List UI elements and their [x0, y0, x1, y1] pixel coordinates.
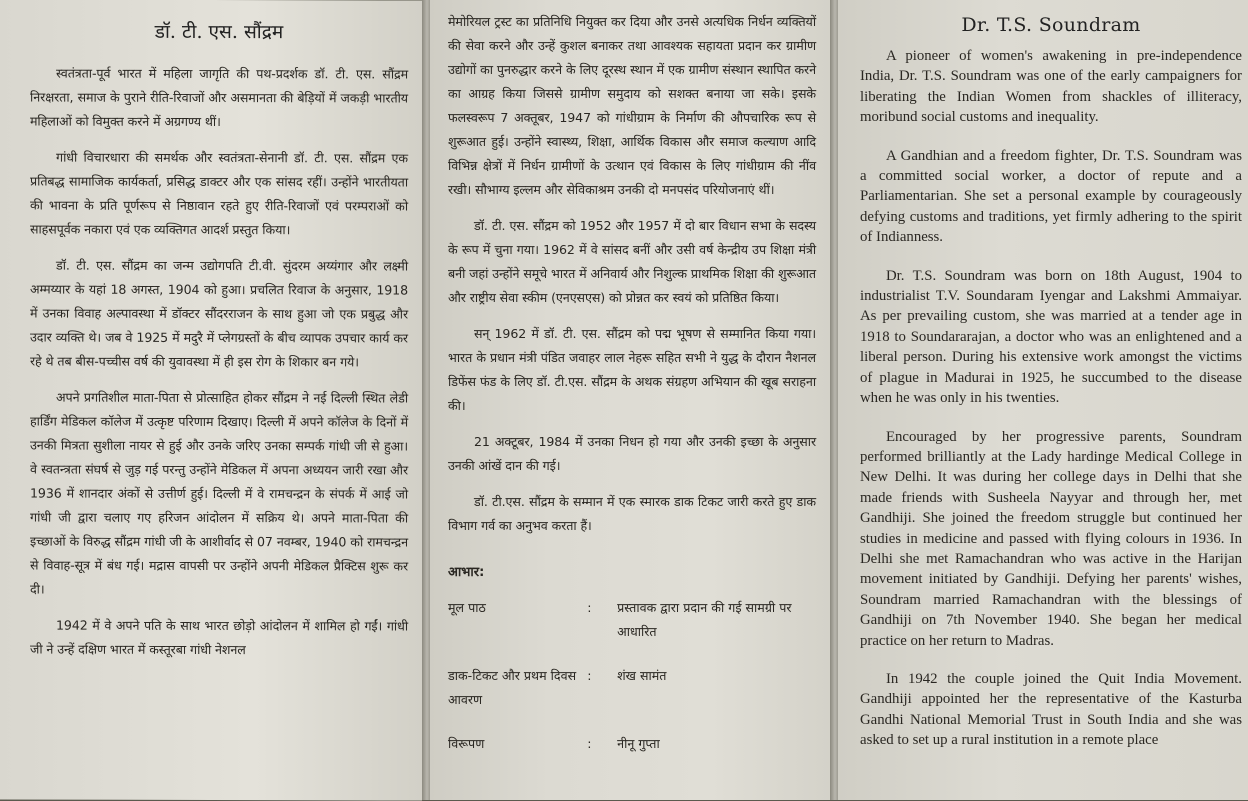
paragraph: गांधी विचारधारा की समर्थक और स्वतंत्रता-सेनानी डॉ. टी. एस. सौंद्रम एक प्रतिबद्ध सामाजिक कार्यकर्ता, प्रसिद्ध डाक्टर और एक सांसद रहीं। उन्होंने भारतीयता की भावना के प्रति पूर्णरूप से निष्ठावान रहते हुए रीति-रिवाजों एवं परम्पराओं को साहसपूर्वक नकारा एवं एक व्यक्तिगत आदर्श प्रस्तुत किया।	[30, 149, 408, 238]
page-title-english: Dr. T.S. Soundram	[961, 14, 1141, 36]
paragraph: डॉ. टी. एस. सौंद्रम को 1952 और 1957 में दो बार विधान सभा के सदस्य के रूप में चुना गया। 1962 में वे सांसद बनीं और उसी वर्ष केन्द्रीय उप शिक्षा मंत्री बनी जहां उन्होंने समूचे भारत में अनिवार्य और निशुल्क प्राथमिक शिक्षा की शुरूआत और राष्ट्रीय सेवा स्कीम (एनएसएस) को प्रोन्नत कर स्वयं को प्रतिष्ठित किया।	[448, 218, 816, 305]
credit-label: डाक-टिकट और प्रथम दिवस आवरण	[448, 668, 577, 707]
paragraph: स्वतंत्रता-पूर्व भारत में महिला जागृति की पथ-प्रदर्शक डॉ. टी. एस. सौंद्रम निरक्षरता, समाज के पुराने रीति-रिवाजों और असमानता की बेड़ियों में जकड़ी भारतीय महिलाओं को विमुक्त करने में अग्रगण्य थीं।	[30, 65, 408, 130]
paragraph: 21 अक्टूबर, 1984 में उनका निधन हो गया और उनकी इच्छा के अनुसार उनकी आंखें दान की गई।	[448, 434, 816, 473]
paragraph: A pioneer of women's awakening in pre-independence India, Dr. T.S. Soundram was one of the early campaigners for liberating the Indian Women from shackles of illiteracy, moribund social customs and inequality.	[860, 48, 1242, 126]
credit-row	[448, 664, 816, 732]
credits-heading: आभार:	[448, 565, 485, 580]
credit-row	[448, 732, 816, 776]
left-page-hindi	[0, 0, 422, 801]
paragraph: डॉ. टी. एस. सौंद्रम का जन्म उद्योगपति टी.वी. सुंदरम अय्यंगार और लक्ष्मी अम्मय्यार के यहां 18 अगस्त, 1904 को हुआ। प्रचलित रिवाज के अनुसार, 1918 में उनका विवाह अल्पावस्था में डॉक्टर सौंदरराजन के साथ हुआ जो एक प्रबुद्ध और उदार व्यक्ति थे। जब वे 1925 में मदुरै में प्लेगग्रस्तों के बीच व्यापक उपचार कार्य कर रहे थे तब बीस-पच्चीस वर्ष की युवावस्था में ही इस रोग के शिकार बन गये।	[30, 257, 408, 370]
credit-value: नीनू गुप्ता	[617, 736, 660, 751]
credit-label: विरूपण	[448, 736, 485, 751]
paragraph: A Gandhian and a freedom fighter, Dr. T.S. Soundram was a committed social worker, a doctor of repute and a Parliamentarian. She set a personal example by courageously defying customs and traditions, yet firmly adhering to the spirit of Indianness.	[860, 147, 1242, 246]
paragraph: सन् 1962 में डॉ. टी. एस. सौंद्रम को पद्म भूषण से सम्मानित किया गया। भारत के प्रधान मंत्री पंडित जवाहर लाल नेहरू सहित सभी ने युद्ध के दौरान नैशनल डिफेंस फंड के लिए डॉ. टी.एस. सौंद्रम के अथक संग्रहण अभियान की खूब सराहना की।	[448, 326, 816, 413]
paragraph: Dr. T.S. Soundram was born on 18th August, 1904 to industrialist T.V. Soundaram Iyengar and Lakshmi Ammaiyar. As per prevailing custom, she was married at a tender age in 1918 to Soundararajan, a doctor who was an enlightened and a liberal person. During his extensive work amongst the victims of plague in Madurai in 1925, he succumbed to the disease when he was only in his twenties.	[860, 267, 1242, 407]
paragraph: In 1942 the couple joined the Quit India Movement. Gandhiji appointed her the representative of the Kasturba Gandhi National Memorial Trust in South India and she was asked to set up a rural institution in a remote place	[860, 670, 1242, 749]
credit-label: मूल पाठ	[448, 600, 486, 615]
paragraph: अपने प्रगतिशील माता-पिता से प्रोत्साहित होकर सौंद्रम ने नई दिल्ली स्थित लेडी हार्डिंग मेडिकल कॉलेज में उत्कृष्ट परिणाम दिखाए। दिल्ली में अपने कॉलेज के दिनों में उनकी मित्रता सुशीला नायर से हुई और उनके जरिए उनका सम्पर्क गांधी जी से हुआ। वे स्वतन्त्रता संघर्ष से जुड़ गई परन्तु उन्होंने मेडिकल में अपना अध्ययन जारी रखा और 1936 में शानदार अंकों से उत्तीर्ण हुई। दिल्ली में वे रामचन्द्रन के संपर्क में आई जो गांधी जी द्वारा चलाए गए हरिजन आंदोलन में सक्रिय थे। अपने माता-पिता की इच्छाओं के विरुद्ध सौंद्रम गांधी जी के आशीर्वाद से 07 नवम्बर, 1940 को रामचन्द्रन से विवाह-सूत्र में बंध गई। मद्रास वापसी पर उन्होंने अपनी मेडिकल प्रैक्टिस शुरू कर दी।	[30, 389, 409, 597]
credit-separator: :	[587, 668, 592, 683]
credit-row	[448, 596, 816, 664]
page-title-hindi: डॉ. टी. एस. सौंद्रम	[154, 20, 284, 44]
paragraph: 1942 में वे अपने पति के साथ भारत छोड़ो आंदोलन में शामिल हो गईं। गांधी जी ने उन्हें दक्षिण भारत में कस्तूरबा गांधी नेशनल	[30, 617, 408, 658]
credits-table	[448, 596, 816, 776]
credit-value: प्रस्तावक द्वारा प्रदान की गई सामग्री पर आधारित	[617, 600, 792, 639]
credit-value: शंख सामंत	[617, 668, 667, 683]
credit-separator: :	[587, 736, 592, 751]
paragraph: डॉ. टी.एस. सौंद्रम के सम्मान में एक स्मारक डाक टिकट जारी करते हुए डाक विभाग गर्व का अनुभव करता हैं।	[448, 494, 816, 533]
paragraph: Encouraged by her progressive parents, Soundram performed brilliantly at the Lady hardinge Medical College in New Delhi. It was during her college days in Delhi that she made friends with Susheela Nayyar and through her, met Gandhiji. She joined the freedom struggle but continued her studies in medicine and passed with flying colours in 1936. In Delhi she met Ramachandran who was active in the Harijan movement initiated by Gandhiji. Defying her parents' wishes, Soundram married Ramachandran with the blessings of Gandhiji on 7th November 1940. She began her medical practice on her return to Madras.	[860, 428, 1242, 649]
credit-separator: :	[587, 600, 592, 615]
middle-page-hindi	[430, 0, 830, 800]
paragraph: मेमोरियल ट्रस्ट का प्रतिनिधि नियुक्त कर दिया और उनसे अत्यधिक निर्धन व्यक्तियों की सेवा करने और उन्हें कुशल बनाकर तथा आवश्यक सहायता प्रदान कर ग्रामीण उद्योगों का पुनरुद्धार करने के लिए दूरस्थ स्थान में एक ग्रामीण संस्थान स्थापित करने का आग्रह किया जिससे ग्रामीण समुदाय को सशक्त बनाया जा सके। इसके फलस्वरूप 7 अक्तूबर, 1947 को गांधीग्राम के निर्माण की औपचारिक रूप से शुरूआत हुई। उन्होंने स्वास्थ्य, शिक्षा, आर्थिक विकास और समाज कल्याण आदि विभिन्न क्षेत्रों में निर्धन ग्रामीणों के उत्थान एवं विकास के लिए गांधीग्राम की नींव रखी। सौभाग्य इल्लम और सेविकाश्रम उनकी दो मनपसंद परियोजनाएं थीं।	[448, 14, 816, 197]
right-page-english	[838, 0, 1248, 800]
